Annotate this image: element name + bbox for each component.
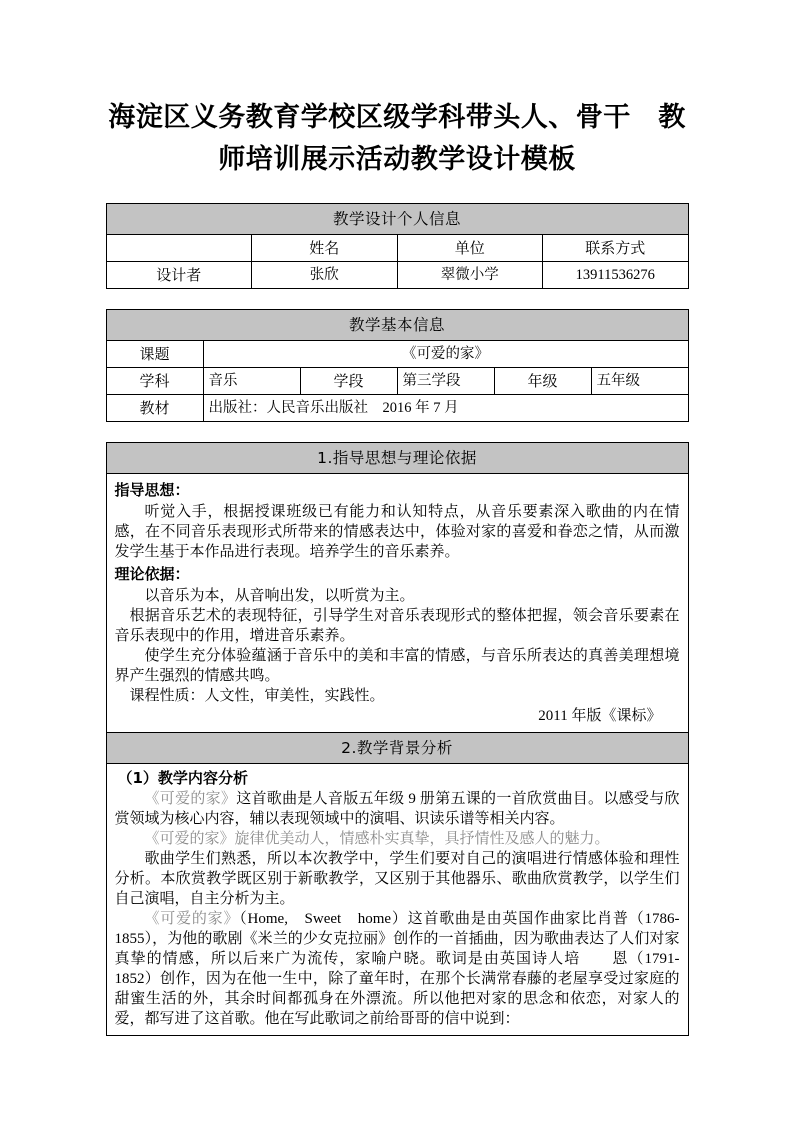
designer-name: 张欣 bbox=[252, 262, 398, 289]
grade-label: 年级 bbox=[494, 368, 591, 395]
spacer bbox=[0, 422, 794, 442]
personal-info-header-unit: 单位 bbox=[397, 235, 543, 262]
page-title: 海淀区义务教育学校区级学科带头人、骨干 教师培训展示活动教学设计模板 bbox=[108, 102, 686, 175]
designer-label: 设计者 bbox=[106, 262, 252, 289]
topic-label: 课题 bbox=[106, 341, 203, 368]
song-title-ref: 《可爱的家》 bbox=[144, 911, 240, 927]
table-row bbox=[106, 262, 688, 289]
theory-paragraph-3: 使学生充分体验蕴涵于音乐中的美和丰富的情感，与音乐所表达的真善美理想境界产生强烈的情感共鸣。 bbox=[114, 648, 680, 684]
material-value: 出版社：人民音乐出版社 2016 年 7 月 bbox=[203, 395, 688, 422]
basic-info-band: 教学基本信息 bbox=[106, 310, 688, 341]
personal-info-table bbox=[106, 203, 689, 289]
table-row bbox=[106, 764, 688, 1036]
content-paragraph-4-rest: （Home, Sweet home）这首歌曲是由英国作曲家比肖普（1786-1855），为他的歌剧《米兰的少女克拉丽》创作的一首插曲，因为歌曲表达了人们对家真挚的情感，所以后来广为流传，家喻户晓。歌词是由英国诗人培 恩（1791-1852）创作，因为在他一生中，除了童年时，在那个长满常春藤的老屋享受过家庭的甜蜜生活的外，其余时间都孤身在外漂流。所以他把对家的思念和依恋，对家人的爱，都写进了这首歌。他在写此歌词之前给哥哥的信中说到： bbox=[114, 911, 680, 1027]
grade-value: 五年级 bbox=[591, 368, 688, 395]
basic-info-table bbox=[106, 309, 689, 422]
table-row bbox=[106, 310, 688, 341]
theory-paragraph-1: 以音乐为本，从音响出发，以听赏为主。 bbox=[144, 588, 415, 604]
section2-body bbox=[106, 764, 688, 1036]
table-row bbox=[106, 341, 688, 368]
section1-table bbox=[106, 442, 689, 1036]
designer-contact: 13911536276 bbox=[543, 262, 689, 289]
table-row bbox=[106, 204, 688, 235]
personal-info-header-contact: 联系方式 bbox=[543, 235, 689, 262]
section1-citation: 2011 年版《课标》 bbox=[538, 708, 662, 724]
content-paragraph-4 bbox=[115, 909, 680, 1029]
stage-value: 第三学段 bbox=[397, 368, 494, 395]
theory-paragraph-4: 课程性质：人文性，审美性，实践性。 bbox=[129, 688, 385, 704]
table-row bbox=[106, 395, 688, 422]
designer-unit: 翠微小学 bbox=[397, 262, 543, 289]
table-row bbox=[106, 733, 688, 764]
personal-info-header-name: 姓名 bbox=[252, 235, 398, 262]
table-row bbox=[106, 368, 688, 395]
subject-label: 学科 bbox=[106, 368, 203, 395]
content-analysis-heading: （1）教学内容分析 bbox=[117, 769, 248, 787]
spacer bbox=[0, 289, 794, 309]
table-row bbox=[106, 474, 688, 733]
table-row bbox=[106, 235, 688, 262]
personal-info-band: 教学设计个人信息 bbox=[106, 204, 688, 235]
topic-value: 《可爱的家》 bbox=[203, 341, 688, 368]
content-paragraph-1-rest: 这首歌曲是人音版五年级 9 册第五课的一首欣赏曲目。以感受与欣赏领域为核心内容，辅以表现领域中的演唱、识读乐谱等相关内容。 bbox=[114, 791, 680, 827]
guiding-heading: 指导思想： bbox=[114, 481, 190, 499]
material-label: 教材 bbox=[106, 395, 203, 422]
table-row bbox=[106, 443, 688, 474]
content-paragraph-3: 歌曲学生们熟悉，所以本次教学中，学生们要对自己的演唱进行情感体验和理性分析。本欣赏教学既区别于新歌教学，又区别于其他器乐、歌曲欣赏教学，以学生们自己演唱，自主分析为主。 bbox=[114, 851, 680, 907]
theory-paragraph-2: 根据音乐艺术的表现特征，引导学生对音乐表现形式的整体把握，领会音乐要素在音乐表现中的作用，增进音乐素养。 bbox=[114, 608, 680, 644]
section2-band: 2.教学背景分析 bbox=[106, 733, 688, 764]
section1-body bbox=[106, 474, 688, 733]
spacer bbox=[0, 181, 794, 203]
personal-info-header-blank bbox=[106, 235, 252, 262]
section1-band: 1.指导思想与理论依据 bbox=[106, 443, 688, 474]
guiding-paragraph: 听觉入手，根据授课班级已有能力和认知特点，从音乐要素深入歌曲的内在情感，在不同音乐表现形式所带来的情感表达中，体验对家的喜爱和眷恋之情，从而激发学生基于本作品进行表现。培养学生的音乐素养。 bbox=[114, 504, 680, 560]
theory-heading: 理论依据： bbox=[114, 565, 190, 583]
stage-label: 学段 bbox=[300, 368, 397, 395]
song-title-ref: 《可爱的家》 bbox=[144, 791, 237, 807]
content-paragraph-1 bbox=[115, 789, 680, 829]
content-paragraph-2: 《可爱的家》旋律优美动人，情感朴实真挚，具抒情性及感人的魅力。 bbox=[144, 831, 610, 847]
subject-value: 音乐 bbox=[203, 368, 300, 395]
